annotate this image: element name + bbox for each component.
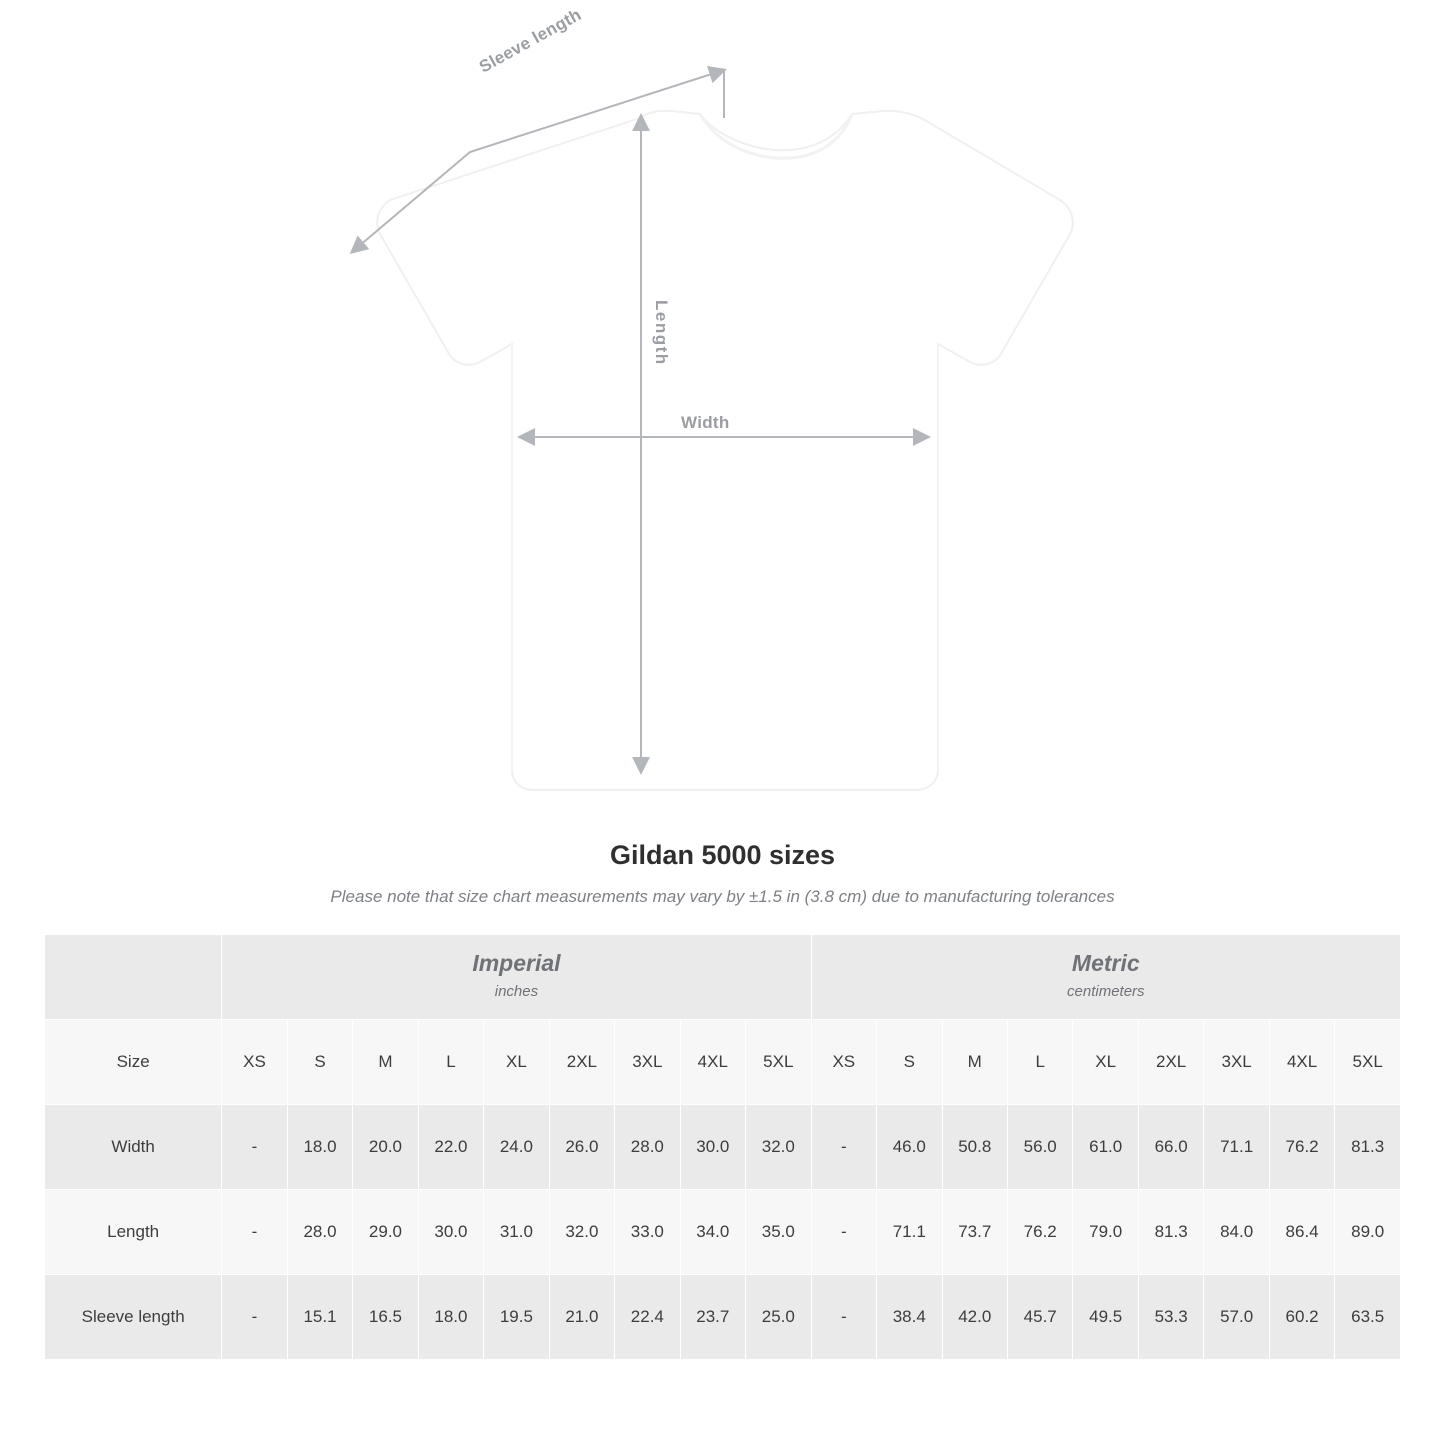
cell-width-11: 50.8 (942, 1105, 1007, 1190)
width-label: Width (681, 413, 730, 432)
header-col-16: 4XL (1269, 1020, 1334, 1105)
cell-sleeve-9: - (811, 1275, 876, 1360)
cell-sleeve-13: 49.5 (1073, 1275, 1138, 1360)
tolerance-note: Please note that size chart measurements may vary by ±1.5 in (3.8 cm) due to manufacturing tolerances (330, 887, 1115, 906)
cell-width-5: 26.0 (549, 1105, 614, 1190)
cell-width-8: 32.0 (746, 1105, 812, 1190)
size-table-wrapper (44, 934, 1401, 1360)
header-col-15: 3XL (1204, 1020, 1269, 1105)
cell-sleeve-10: 38.4 (877, 1275, 942, 1360)
cell-width-7: 30.0 (680, 1105, 745, 1190)
cell-length-14: 81.3 (1138, 1190, 1203, 1275)
cell-sleeve-15: 57.0 (1204, 1275, 1269, 1360)
cell-length-13: 79.0 (1073, 1190, 1138, 1275)
cell-sleeve-2: 16.5 (353, 1275, 418, 1360)
header-col-3: L (418, 1020, 483, 1105)
cell-width-4: 24.0 (484, 1105, 549, 1190)
header-col-2: M (353, 1020, 418, 1105)
header-col-8: 5XL (746, 1020, 812, 1105)
page-title: Gildan 5000 sizes (609, 840, 836, 870)
cell-length-9: - (811, 1190, 876, 1275)
cell-width-2: 20.0 (353, 1105, 418, 1190)
unit-sub-imperial: inches (494, 982, 539, 1000)
length-label: Length (652, 300, 671, 366)
header-col-10: S (877, 1020, 942, 1105)
header-size: Size (45, 1020, 222, 1105)
cell-length-11: 73.7 (942, 1190, 1007, 1275)
row-label-sleeve-length: Sleeve length (45, 1275, 222, 1360)
row-label-length: Length (45, 1190, 222, 1275)
cell-length-6: 33.0 (615, 1190, 680, 1275)
cell-width-1: 18.0 (287, 1105, 352, 1190)
unit-sub-metric: centimeters (1067, 982, 1145, 1000)
cell-length-17: 89.0 (1335, 1190, 1401, 1275)
cell-width-17: 81.3 (1335, 1105, 1401, 1190)
header-col-4: XL (484, 1020, 549, 1105)
header-col-7: 4XL (680, 1020, 745, 1105)
cell-length-4: 31.0 (484, 1190, 549, 1275)
cell-width-3: 22.0 (418, 1105, 483, 1190)
cell-length-0: - (222, 1190, 287, 1275)
cell-length-5: 32.0 (549, 1190, 614, 1275)
cell-sleeve-1: 15.1 (287, 1275, 352, 1360)
cell-width-6: 28.0 (615, 1105, 680, 1190)
header-col-14: 2XL (1138, 1020, 1203, 1105)
cell-sleeve-8: 25.0 (746, 1275, 812, 1360)
unit-header-imperial (222, 935, 811, 1020)
cell-length-10: 71.1 (877, 1190, 942, 1275)
table-row (45, 1105, 1401, 1190)
cell-width-15: 71.1 (1204, 1105, 1269, 1190)
cell-length-2: 29.0 (353, 1190, 418, 1275)
unit-header-metric (811, 935, 1400, 1020)
unit-name-imperial: Imperial (472, 950, 561, 977)
cell-length-3: 30.0 (418, 1190, 483, 1275)
cell-length-16: 86.4 (1269, 1190, 1334, 1275)
unit-header-spacer (45, 935, 222, 1020)
cell-sleeve-4: 19.5 (484, 1275, 549, 1360)
header-col-12: L (1007, 1020, 1072, 1105)
header-col-1: S (287, 1020, 352, 1105)
header-col-6: 3XL (615, 1020, 680, 1105)
sleeve-length-label: Sleeve length (476, 4, 585, 77)
table-row (45, 1190, 1401, 1275)
header-col-0: XS (222, 1020, 287, 1105)
title-block (0, 840, 1445, 907)
cell-sleeve-0: - (222, 1275, 287, 1360)
cell-length-8: 35.0 (746, 1190, 812, 1275)
cell-sleeve-7: 23.7 (680, 1275, 745, 1360)
header-col-17: 5XL (1335, 1020, 1401, 1105)
cell-length-1: 28.0 (287, 1190, 352, 1275)
cell-sleeve-12: 45.7 (1007, 1275, 1072, 1360)
unit-name-metric: Metric (1071, 950, 1140, 977)
cell-length-7: 34.0 (680, 1190, 745, 1275)
cell-width-16: 76.2 (1269, 1105, 1334, 1190)
cell-width-13: 61.0 (1073, 1105, 1138, 1190)
cell-sleeve-6: 22.4 (615, 1275, 680, 1360)
column-header-row (45, 1020, 1401, 1105)
cell-sleeve-3: 18.0 (418, 1275, 483, 1360)
cell-sleeve-14: 53.3 (1138, 1275, 1203, 1360)
cell-width-10: 46.0 (877, 1105, 942, 1190)
cell-width-14: 66.0 (1138, 1105, 1203, 1190)
cell-width-0: - (222, 1105, 287, 1190)
table-row (45, 1275, 1401, 1360)
cell-sleeve-17: 63.5 (1335, 1275, 1401, 1360)
cell-sleeve-16: 60.2 (1269, 1275, 1334, 1360)
cell-length-12: 76.2 (1007, 1190, 1072, 1275)
header-col-5: 2XL (549, 1020, 614, 1105)
header-col-11: M (942, 1020, 1007, 1105)
cell-sleeve-11: 42.0 (942, 1275, 1007, 1360)
cell-length-15: 84.0 (1204, 1190, 1269, 1275)
unit-header-row (45, 935, 1401, 1020)
cell-width-9: - (811, 1105, 876, 1190)
header-col-9: XS (811, 1020, 876, 1105)
cell-width-12: 56.0 (1007, 1105, 1072, 1190)
header-col-13: XL (1073, 1020, 1138, 1105)
cell-sleeve-5: 21.0 (549, 1275, 614, 1360)
size-table (44, 934, 1401, 1360)
row-label-width: Width (45, 1105, 222, 1190)
